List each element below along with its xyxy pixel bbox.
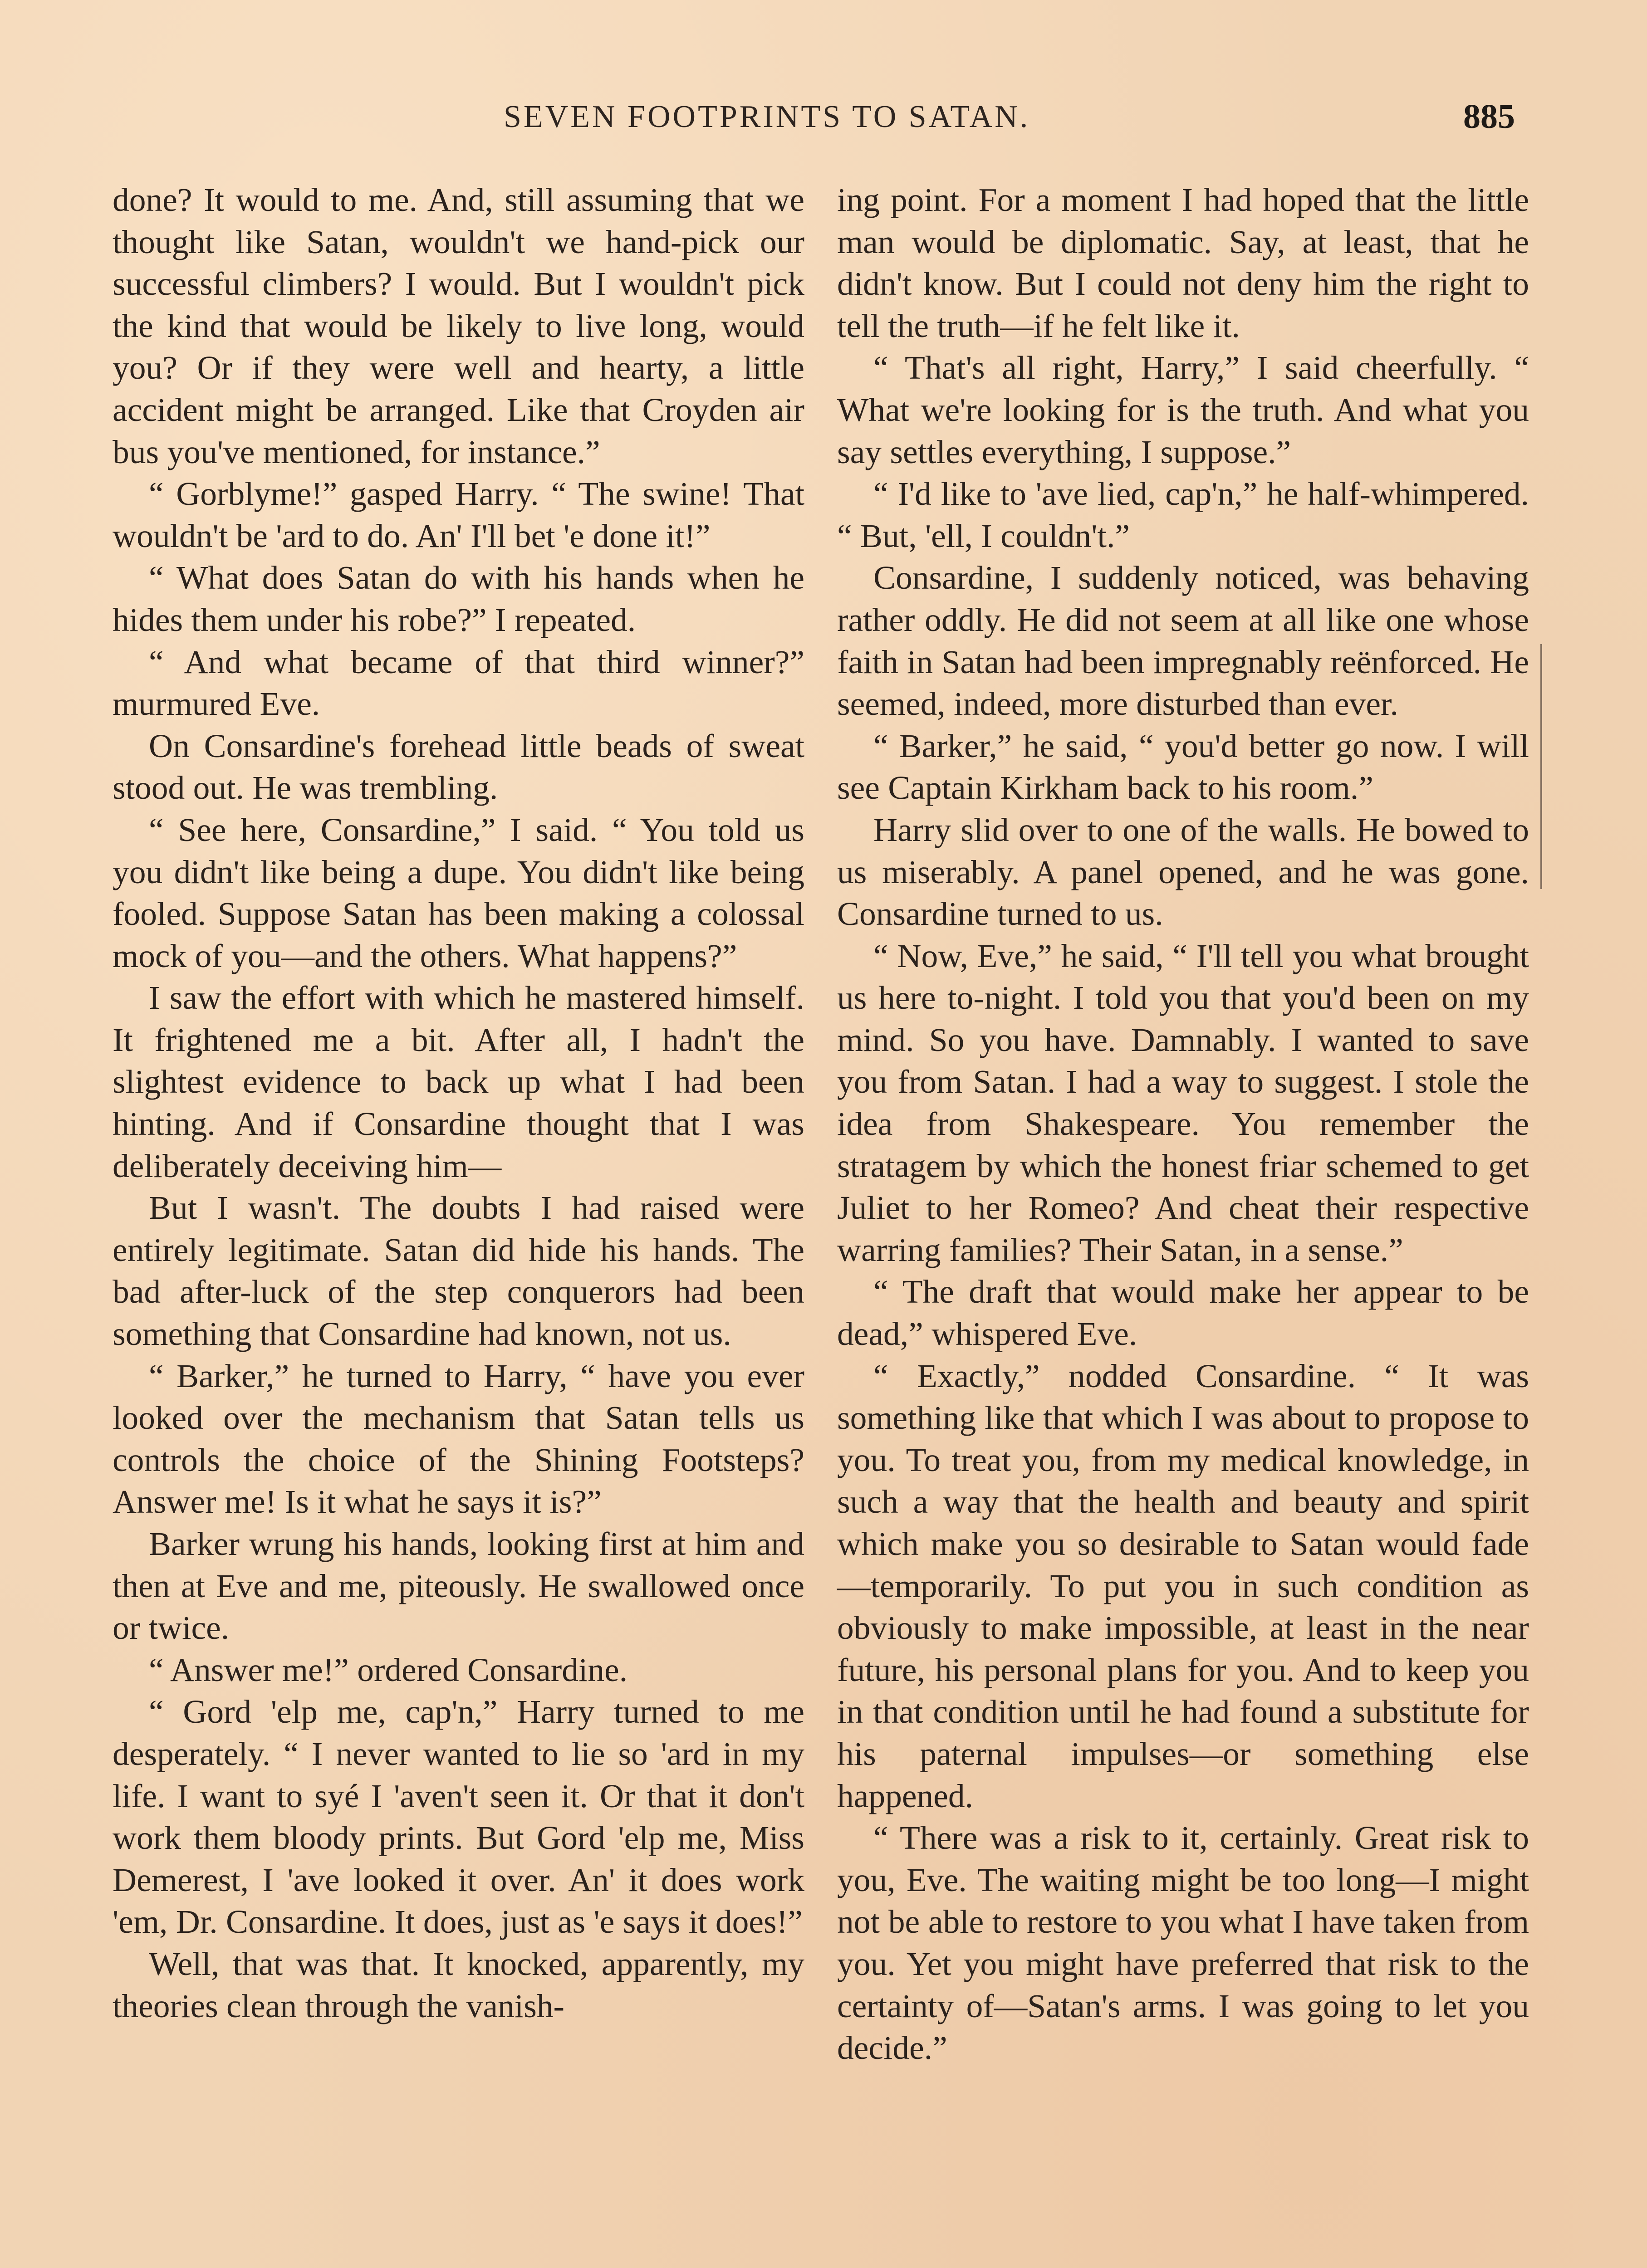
paragraph: “ Gord 'elp me, cap'n,” Harry turned to me desperately. “ I never wanted to lie so 'ard in my life. I want to syé I 'aven't seen it. Or that it don't work them bloody prints. But Gord 'elp me, Miss Demerest, I 'ave looked it over. An' it does work 'em, Dr. Consardine. It does, just as 'e says it does!” bbox=[113, 1693, 804, 1941]
paragraph: On Consardine's forehead little beads of sweat stood out. He was trembling. bbox=[113, 727, 804, 807]
margin-mark bbox=[1540, 644, 1542, 889]
paragraph: “ What does Satan do with his hands when he hides them under his robe?” I repeated. bbox=[113, 559, 804, 638]
paragraph: Barker wrung his hands, looking first at him and then at Eve and me, piteously. He swallowed once or twice. bbox=[113, 1525, 804, 1647]
paragraph: “ See here, Consardine,” I said. “ You told us you didn't like being a dupe. You didn't like being fooled. Suppose Satan has been making a colossal mock of you—and the others. What happens?” bbox=[113, 811, 804, 974]
paragraph: I saw the effort with which he mastered himself. It frightened me a bit. After all, I hadn't the slightest evidence to back up what I had been hinting. And if Consardine thought that I was deliberately deceiving him— bbox=[113, 979, 804, 1184]
running-title: SEVEN FOOTPRINTS TO SATAN. bbox=[504, 99, 1030, 134]
paragraph: “ And what became of that third winner?” murmured Eve. bbox=[113, 643, 804, 723]
paragraph: Consardine, I suddenly noticed, was behaving rather oddly. He did not seem at all like one whose faith in Satan had been impregnably reënforced. He seemed, indeed, more disturbed than ever. bbox=[837, 559, 1529, 723]
left-column bbox=[113, 179, 804, 2027]
paragraph: “ Gorblyme!” gasped Harry. “ The swine! That wouldn't be 'ard to do. An' I'll bet 'e done it!” bbox=[113, 475, 804, 554]
page-number: 885 bbox=[1463, 98, 1515, 136]
paragraph: “ There was a risk to it, certainly. Great risk to you, Eve. The waiting might be too long—I might not be able to restore to you what I have taken from you. Yet you might have preferred that risk to the certainty of—Satan's arms. I was going to let you decide.” bbox=[837, 1819, 1529, 2067]
paragraph: “ The draft that would make her appear to be dead,” whispered Eve. bbox=[837, 1273, 1529, 1353]
paragraph: Harry slid over to one of the walls. He bowed to us miserably. A panel opened, and he was gone. Consardine turned to us. bbox=[837, 811, 1529, 933]
paragraph: But I wasn't. The doubts I had raised were entirely legitimate. Satan did hide his hands. The bad after-luck of the step conquerors had been something that Consardine had known, not us. bbox=[113, 1189, 804, 1353]
paragraph: “ Now, Eve,” he said, “ I'll tell you what brought us here to-night. I told you that you'd been on my mind. So you have. Damnably. I wanted to save you from Satan. I had a way to suggest. I stole the idea from Shakespeare. You remember the stratagem by which the honest friar schemed to get Juliet to her Romeo? And cheat their respective warring families? Their Satan, in a sense.” bbox=[837, 937, 1529, 1268]
paragraph: “ Barker,” he turned to Harry, “ have you ever looked over the mechanism that Satan tells us controls the choice of the Shining Footsteps? Answer me! Is it what he says it is?” bbox=[113, 1357, 804, 1520]
paragraph: done? It would to me. And, still assuming that we thought like Satan, wouldn't we hand-pick our successful climbers? I would. But I wouldn't pick the kind that would be likely to live long, would you? Or if they were well and hearty, a little accident might be arranged. Like that Croyden air bus you've mentioned, for instance.” bbox=[113, 181, 804, 470]
right-column bbox=[837, 179, 1529, 2069]
paragraph: Well, that was that. It knocked, apparently, my theories clean through the vanish- bbox=[113, 1945, 804, 2024]
paragraph: “ Exactly,” nodded Consardine. “ It was something like that which I was about to propose to you. To treat you, from my medical knowledge, in such a way that the health and beauty and spirit which make you so desirable to Satan would fade—temporarily. To put you in such condition as obviously to make impossible, at least in the near future, his personal plans for you. And to keep you in that condition until he had found a substitute for his paternal impulses—or something else happened. bbox=[837, 1357, 1529, 1814]
paragraph: “ Barker,” he said, “ you'd better go now. I will see Captain Kirkham back to his room.” bbox=[837, 727, 1529, 807]
paragraph: ing point. For a moment I had hoped that the little man would be diplomatic. Say, at least, that he didn't know. But I could not deny him the right to tell the truth—if he felt like it. bbox=[837, 181, 1529, 344]
paragraph: “ I'd like to 'ave lied, cap'n,” he half-whimpered. “ But, 'ell, I couldn't.” bbox=[837, 475, 1529, 554]
page-header bbox=[0, 99, 1647, 149]
paragraph: “ Answer me!” ordered Consardine. bbox=[149, 1651, 628, 1688]
paragraph: “ That's all right, Harry,” I said cheerfully. “ What we're looking for is the truth. And what you say settles everything, I suppose.” bbox=[837, 349, 1529, 470]
